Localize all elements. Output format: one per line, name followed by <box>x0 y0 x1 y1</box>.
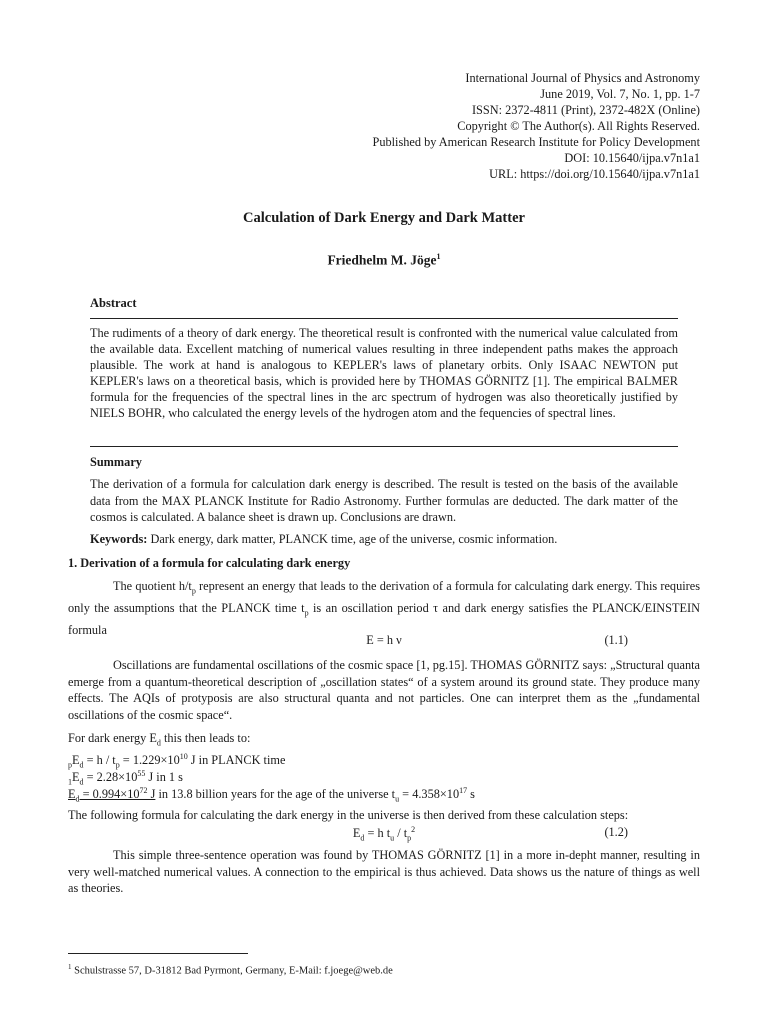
text-run: represent an energy that leads to the derivation of a formula for calculating dark energy. This requires only the assumptions that the PLANCK time t <box>68 579 700 615</box>
text-run: J in PLANCK time <box>187 753 286 768</box>
abstract-bottom-rule <box>90 446 678 447</box>
footnote <box>68 963 393 977</box>
journal-name: International Journal of Physics and Astronomy <box>465 71 700 85</box>
text-run: J <box>147 787 156 802</box>
superscript: 72 <box>139 786 148 795</box>
subscript: u <box>395 794 400 804</box>
equation-line-planck-time <box>68 752 285 770</box>
text-run: this then leads to: <box>160 731 251 745</box>
subscript: 1 <box>68 777 72 787</box>
text-run: = 0.994×10 <box>79 787 140 802</box>
superscript: 2 <box>411 825 416 834</box>
text-run: = 4.358×10 <box>399 787 460 802</box>
abstract-top-rule <box>90 318 678 319</box>
paragraph-2: Oscillations are fundamental oscillations of the cosmic space [1, pg.15]. THOMAS GÖRNITZ says: „Structural quanta emerge from a quantum-theoretical description of „oscillation states“ of a system around its ground state. They produce many effects. The AQIs of protyposis are also structural quanta and not particles. One can interpret them as the „fundamental oscillations of the cosmic space“. <box>68 658 700 722</box>
keywords-text: Dark energy, dark matter, PLANCK time, age of the universe, cosmic information. <box>150 532 558 546</box>
paragraph-3 <box>68 731 250 747</box>
subscript: d <box>360 833 365 843</box>
equation-1-2 <box>68 825 700 842</box>
footnote-rule <box>68 953 248 954</box>
underlined-value <box>68 786 156 804</box>
equation-body: E = h ν <box>366 633 402 647</box>
footnote-text: Schulstrasse 57, D-31812 Bad Pyrmont, Germany, E-Mail: f.joege@web.de <box>71 965 393 977</box>
text-run: For dark energy E <box>68 731 157 745</box>
equation-number: (1.2) <box>604 825 628 839</box>
text-run: E <box>72 753 80 768</box>
summary-text: The derivation of a formula for calculation dark energy is described. The result is tested on the basis of the available data from the MAX PLANCK Institute for Radio Astronomy. Further formulas are deducted. The dark matter of the cosmos is calculated. A balance sheet is drawn up. Conclusions are drawn. <box>90 477 678 524</box>
footnote-mark: 1 <box>68 963 72 971</box>
paragraph-4: The following formula for calculating the dark energy in the universe is then derived from these calculation steps: <box>68 808 629 822</box>
summary-heading: Summary <box>90 455 142 469</box>
text-run: The quotient h/t <box>113 579 192 593</box>
subscript: p <box>68 760 72 770</box>
text-run: = 1.229×10 <box>119 753 180 768</box>
text-run: is an oscillation period τ and dark energy satisfies the PLANCK/EINSTEIN formula <box>68 600 701 637</box>
superscript: 10 <box>179 752 188 761</box>
abstract-text: The rudiments of a theory of dark energy. The theoretical result is confronted with the numerical value calculated from the available data. Excellent matching of numerical values resulting in three independent paths makes the approach plausible. The work at hand is analogous to KEPLER's laws of planetary orbits. Only ISAAC NEWTON put KEPLER's laws on a theoretical basis, which is provided here by THOMAS GÖRNITZ [1]. The empirical BALMER formula for the frequencies of the spectral lines in the arc spectrum of hydrogen was also theoretically justified by NIELS BOHR, who calculated the energy levels of the hydrogen atom and the fequencies of spectral lines. <box>90 326 678 421</box>
author-name: Friedhelm M. Jöge <box>327 252 437 268</box>
keywords-label: Keywords: <box>90 532 148 546</box>
text-run: in 13.8 billion years for the age of the universe t <box>155 787 396 802</box>
journal-header <box>372 70 700 182</box>
text-run: E <box>72 770 80 785</box>
paragraph-5: This simple three-sentence operation was found by THOMAS GÖRNITZ [1] in a more in-depht manner, resulting in very well-matched numerical values. A connection to the empirical is thus achieved. Data shows us the nature of things as well as theories. <box>68 848 700 895</box>
paragraph-1 <box>68 578 700 638</box>
subscript: d <box>156 738 161 748</box>
equation-line-one-second <box>68 769 183 787</box>
text-run: E <box>68 787 76 802</box>
superscript: 55 <box>137 769 146 778</box>
text-run: s <box>467 787 475 802</box>
author-line <box>0 252 768 269</box>
subscript: d <box>79 760 84 770</box>
text-run: / t <box>394 826 408 841</box>
subscript: p <box>407 833 412 843</box>
journal-issn: ISSN: 2372-4811 (Print), 2372-482X (Online) <box>471 103 700 117</box>
text-run: = h t <box>364 826 391 841</box>
text-run: J in 1 s <box>145 770 183 785</box>
keywords <box>90 532 678 547</box>
subscript: d <box>75 794 80 804</box>
subscript: u <box>390 833 395 843</box>
subscript: p <box>191 586 196 596</box>
subscript: d <box>79 777 84 787</box>
abstract-heading: Abstract <box>90 296 137 310</box>
superscript: 17 <box>459 786 468 795</box>
doi: DOI: 10.15640/ijpa.v7n1a1 <box>564 151 700 165</box>
text-run: E <box>352 826 361 841</box>
subscript: p <box>115 760 120 770</box>
subscript: p <box>304 608 309 618</box>
section-heading: 1. Derivation of a formula for calculating dark energy <box>68 556 351 570</box>
author-footnote-mark: 1 <box>436 252 441 261</box>
equation-line-universe-age <box>68 786 475 804</box>
paper-title: Calculation of Dark Energy and Dark Matter <box>243 210 525 226</box>
equation-1-1 <box>68 633 700 650</box>
equation-number: (1.1) <box>604 633 628 647</box>
copyright-notice: Copyright © The Author(s). All Rights Reserved. <box>457 119 700 133</box>
text-run: = 2.28×10 <box>83 770 138 785</box>
journal-issue: June 2019, Vol. 7, No. 1, pp. 1-7 <box>540 87 700 101</box>
doi-url: URL: https://doi.org/10.15640/ijpa.v7n1a1 <box>489 167 700 181</box>
text-run: = h / t <box>83 753 116 768</box>
publisher: Published by American Research Institute for Policy Development <box>372 135 700 149</box>
